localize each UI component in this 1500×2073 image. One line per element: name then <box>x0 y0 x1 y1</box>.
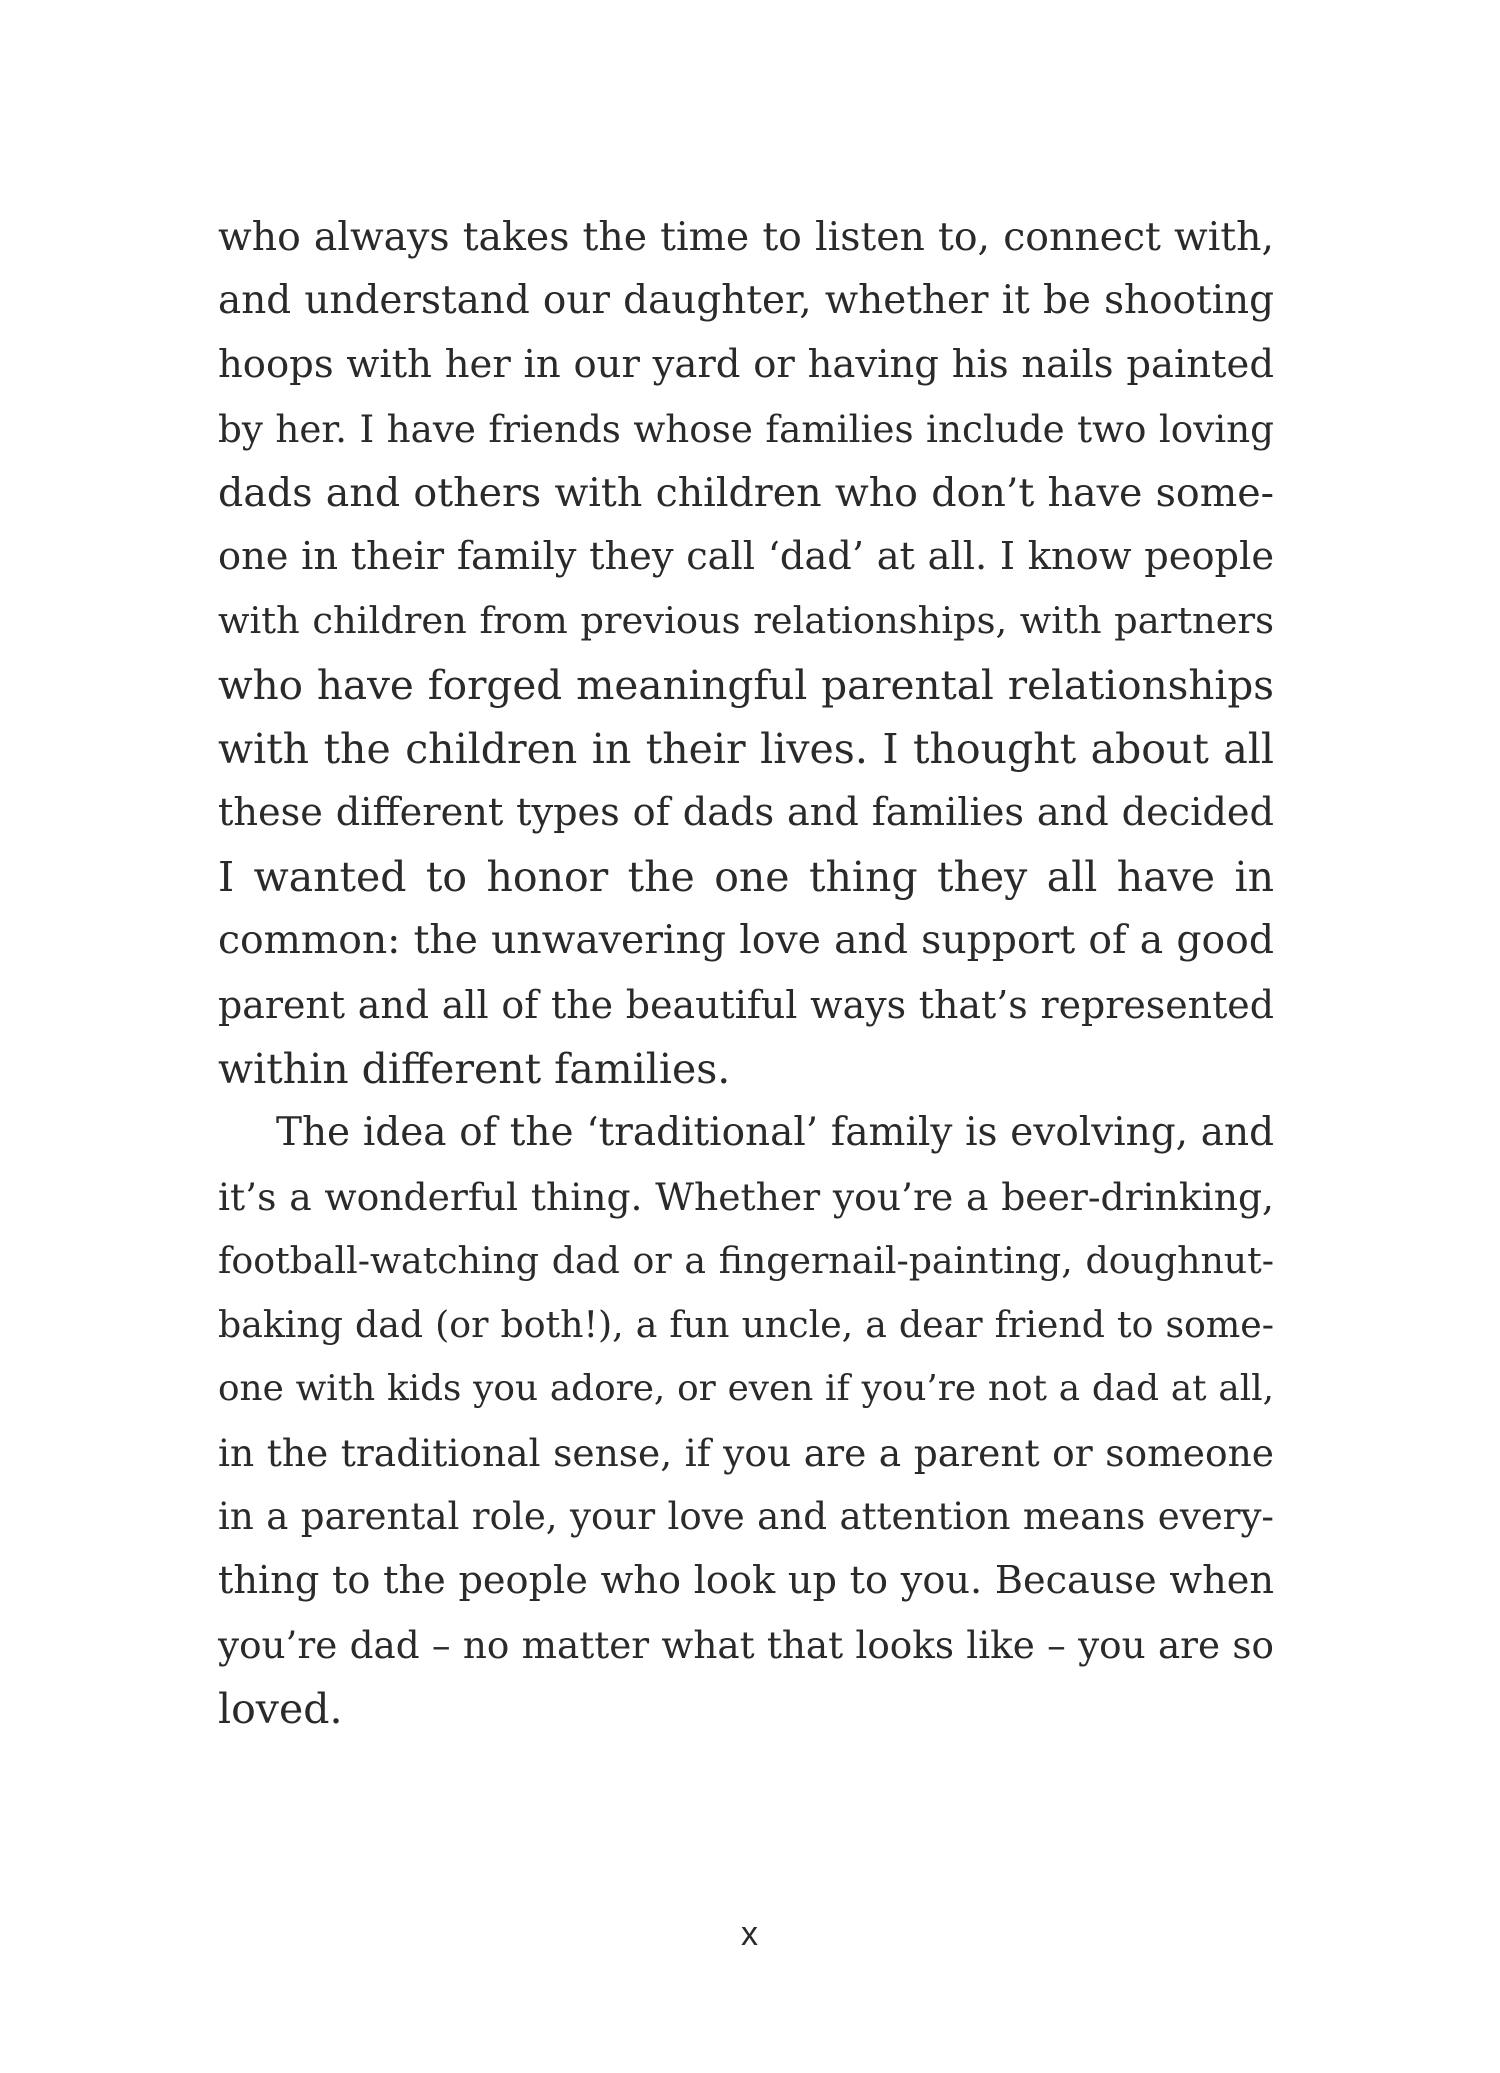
paragraph-2-line: loved. <box>218 1685 343 1733</box>
paragraph-2-line: one with kids you adore, or even if you’re not a dad at all, <box>218 1368 1274 1409</box>
paragraph-2-line: thing to the people who look up to you. Because when <box>218 1559 1274 1603</box>
paragraph-2-line: baking dad (or both!), a fun uncle, a dear friend to some- <box>218 1303 1274 1346</box>
page-number: x <box>741 1915 759 1953</box>
paragraph-1-line: with children from previous relationships, with partners <box>218 599 1274 642</box>
paragraph-1-line: hoops with her in our yard or having his nails painted <box>218 342 1274 387</box>
paragraph-1-line: dads and others with children who don’t have some- <box>218 470 1274 516</box>
paragraph-1-line: I wanted to honor the one thing they all have in <box>218 853 1274 901</box>
body-text <box>218 205 1274 1741</box>
paragraph-1-line: one in their family they call ‘dad’ at all. I know people <box>218 534 1274 579</box>
paragraph-2-line: you’re dad – no matter what that looks like – you are so <box>218 1623 1274 1667</box>
paragraph-1-line: by her. I have friends whose families include two loving <box>218 407 1274 451</box>
paragraph-2-line: it’s a wonderful thing. Whether you’re a beer-drinking, <box>218 1175 1274 1219</box>
paragraph-1-line: within different families. <box>218 1045 731 1093</box>
paragraph-1-line: with the children in their lives. I thought about all <box>218 725 1274 773</box>
paragraph-1-line: and understand our daughter, whether it be shooting <box>218 278 1274 323</box>
paragraph-2-line: football-watching dad or a fingernail-painting, doughnut- <box>218 1239 1274 1282</box>
paragraph-1-line: parent and all of the beautiful ways that’s represented <box>218 983 1274 1027</box>
paragraph-1-line: common: the unwavering love and support of a good <box>218 918 1274 963</box>
paragraph-2-line: The idea of the ‘traditional’ family is evolving, and <box>276 1110 1274 1155</box>
paragraph-2-line: in the traditional sense, if you are a parent or someone <box>218 1431 1274 1475</box>
paragraph-1-line: who have forged meaningful parental relationships <box>218 661 1274 709</box>
paragraph-1-line: who always takes the time to listen to, connect with, <box>218 214 1274 260</box>
paragraph-2-line: in a parental role, your love and attention means every- <box>218 1495 1274 1538</box>
paragraph-1-line: these different types of dads and families and decided <box>218 790 1274 835</box>
